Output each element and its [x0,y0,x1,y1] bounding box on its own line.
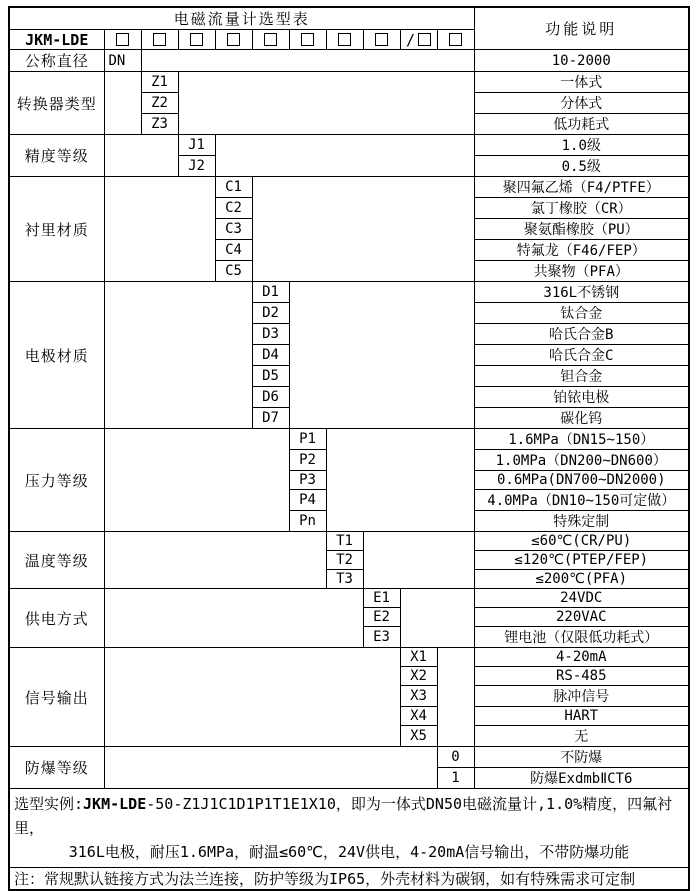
code-cell: C5 [215,261,252,282]
model-prefix: JKM-LDE [9,30,104,50]
code-cell: Z3 [141,114,178,135]
code-cell: D6 [252,387,289,408]
empty-cell [215,135,474,177]
function-desc-cell: 4.0MPa（DN10~150可定做） [474,490,689,511]
model-code-box-cell [437,30,474,50]
checkbox-icon[interactable] [338,33,351,46]
function-desc-cell: 4-20mA [474,648,689,667]
section-label: 防爆等级 [9,747,104,789]
function-desc-cell: 1.0MPa（DN200~DN600） [474,450,689,471]
function-desc-cell: 1.6MPa（DN15~150） [474,429,689,450]
checkbox-icon[interactable] [449,33,462,46]
function-desc-cell: ≤200℃(PFA) [474,570,689,589]
code-cell: 1 [437,768,474,789]
empty-cell [104,747,437,789]
function-desc-cell: 24VDC [474,589,689,608]
function-desc-cell: 一体式 [474,72,689,93]
empty-cell [400,589,474,648]
function-desc-cell: 0.5级 [474,156,689,177]
model-code-box-cell [363,30,400,50]
section-label: 电极材质 [9,282,104,429]
code-cell: E3 [363,627,400,648]
function-desc-cell: 无 [474,726,689,747]
empty-cell [178,72,474,135]
function-desc-cell: 聚四氟乙烯（F4/PTFE） [474,177,689,198]
code-cell: D5 [252,366,289,387]
function-desc-cell: 哈氏合金C [474,345,689,366]
function-desc-cell: 316L不锈钢 [474,282,689,303]
code-cell: Z1 [141,72,178,93]
code-cell: X2 [400,667,437,686]
code-cell: C4 [215,240,252,261]
function-desc-cell: 低功耗式 [474,114,689,135]
function-desc-cell: HART [474,707,689,726]
code-cell: D2 [252,303,289,324]
empty-cell [141,50,474,72]
example-model: JKM-LDE [83,795,147,813]
function-desc-cell: 0.6MPa(DN700~DN2000) [474,471,689,490]
slash-separator: / [405,30,416,49]
code-cell: C2 [215,198,252,219]
code-cell: T1 [326,532,363,551]
code-cell: C3 [215,219,252,240]
code-cell: X3 [400,686,437,707]
checkbox-icon[interactable] [153,33,166,46]
empty-cell [104,72,141,135]
function-desc-cell: 氯丁橡胶（CR） [474,198,689,219]
code-cell: J2 [178,156,215,177]
function-desc-cell: 220VAC [474,608,689,627]
function-desc-cell: 共聚物（PFA） [474,261,689,282]
code-cell: X4 [400,707,437,726]
example-rest: -50-Z1J1C1D1P1T1E1X10，即为一体式DN50电磁流量计,1.0%精度，四氟衬里， [14,795,673,837]
function-header: 功能说明 [474,7,689,50]
empty-cell [104,648,400,747]
empty-cell [104,589,363,648]
function-desc-cell: 聚氨酯橡胶（PU） [474,219,689,240]
model-code-box-cell [178,30,215,50]
empty-cell [437,648,474,747]
code-cell: Pn [289,511,326,532]
example-line2: 316L电极，耐压1.6MPa，耐温≤60℃，24V供电，4-20mA信号输出，不带防爆功能 [68,843,630,861]
code-cell: D4 [252,345,289,366]
empty-cell [104,177,215,282]
code-cell: DN [104,50,141,72]
code-cell: P4 [289,490,326,511]
section-label: 转换器类型 [9,72,104,135]
function-desc-cell: 防爆ExdmbⅡCT6 [474,768,689,789]
function-desc-cell: 脉冲信号 [474,686,689,707]
code-cell: Z2 [141,93,178,114]
empty-cell [326,429,474,532]
checkbox-icon[interactable] [116,33,129,46]
code-cell: P2 [289,450,326,471]
code-cell: T3 [326,570,363,589]
selection-table [8,6,690,891]
code-cell: E1 [363,589,400,608]
function-desc-cell: ≤120℃(PTEP/FEP) [474,551,689,570]
empty-cell [104,282,252,429]
model-code-box-cell [400,30,437,50]
empty-cell [289,282,474,429]
checkbox-icon[interactable] [227,33,240,46]
code-cell: X5 [400,726,437,747]
section-label: 精度等级 [9,135,104,177]
model-code-box-cell [141,30,178,50]
function-desc-cell: ≤60℃(CR/PU) [474,532,689,551]
section-label: 信号输出 [9,648,104,747]
function-desc-cell: 特氟龙（F46/FEP） [474,240,689,261]
code-cell: 0 [437,747,474,768]
function-desc-cell: RS-485 [474,667,689,686]
example-line1 [14,792,684,840]
function-desc-cell: 1.0级 [474,135,689,156]
function-desc-cell: 钛合金 [474,303,689,324]
code-cell: E2 [363,608,400,627]
model-code-box-cell [252,30,289,50]
example-label: 选型实例: [14,795,84,813]
code-cell: X1 [400,648,437,667]
function-desc-cell: 10-2000 [474,50,689,72]
section-label: 衬里材质 [9,177,104,282]
section-label: 供电方式 [9,589,104,648]
empty-cell [104,429,289,532]
example-row [9,789,689,868]
table-title: 电磁流量计选型表 [9,7,474,30]
model-code-box-cell [215,30,252,50]
empty-cell [104,532,326,589]
code-cell: C1 [215,177,252,198]
checkbox-icon[interactable] [190,33,203,46]
note-row: 注：常规默认链接方式为法兰连接，防护等级为IP65，外壳材料为碳钢，如有特殊需求可定制 [9,868,689,891]
empty-cell [363,532,474,589]
selection-table-body [9,7,689,890]
function-desc-cell: 不防爆 [474,747,689,768]
code-cell: D1 [252,282,289,303]
section-label: 公称直径 [9,50,104,72]
model-code-box-cell [104,30,141,50]
code-cell: J1 [178,135,215,156]
model-code-box-cell [289,30,326,50]
function-desc-cell: 钽合金 [474,366,689,387]
code-cell: T2 [326,551,363,570]
code-cell: P1 [289,429,326,450]
code-cell: D3 [252,324,289,345]
section-label: 温度等级 [9,532,104,589]
code-cell: D7 [252,408,289,429]
function-desc-cell: 铂铱电极 [474,387,689,408]
model-code-box-cell [326,30,363,50]
function-desc-cell: 分体式 [474,93,689,114]
checkbox-icon[interactable] [264,33,277,46]
checkbox-icon[interactable] [301,33,314,46]
checkbox-icon[interactable] [375,33,388,46]
function-desc-cell: 哈氏合金B [474,324,689,345]
empty-cell [104,135,178,177]
checkbox-icon[interactable] [418,33,431,46]
empty-cell [252,177,474,282]
function-desc-cell: 锂电池（仅限低功耗式） [474,627,689,648]
function-desc-cell: 特殊定制 [474,511,689,532]
function-desc-cell: 碳化钨 [474,408,689,429]
code-cell: P3 [289,471,326,490]
section-label: 压力等级 [9,429,104,532]
